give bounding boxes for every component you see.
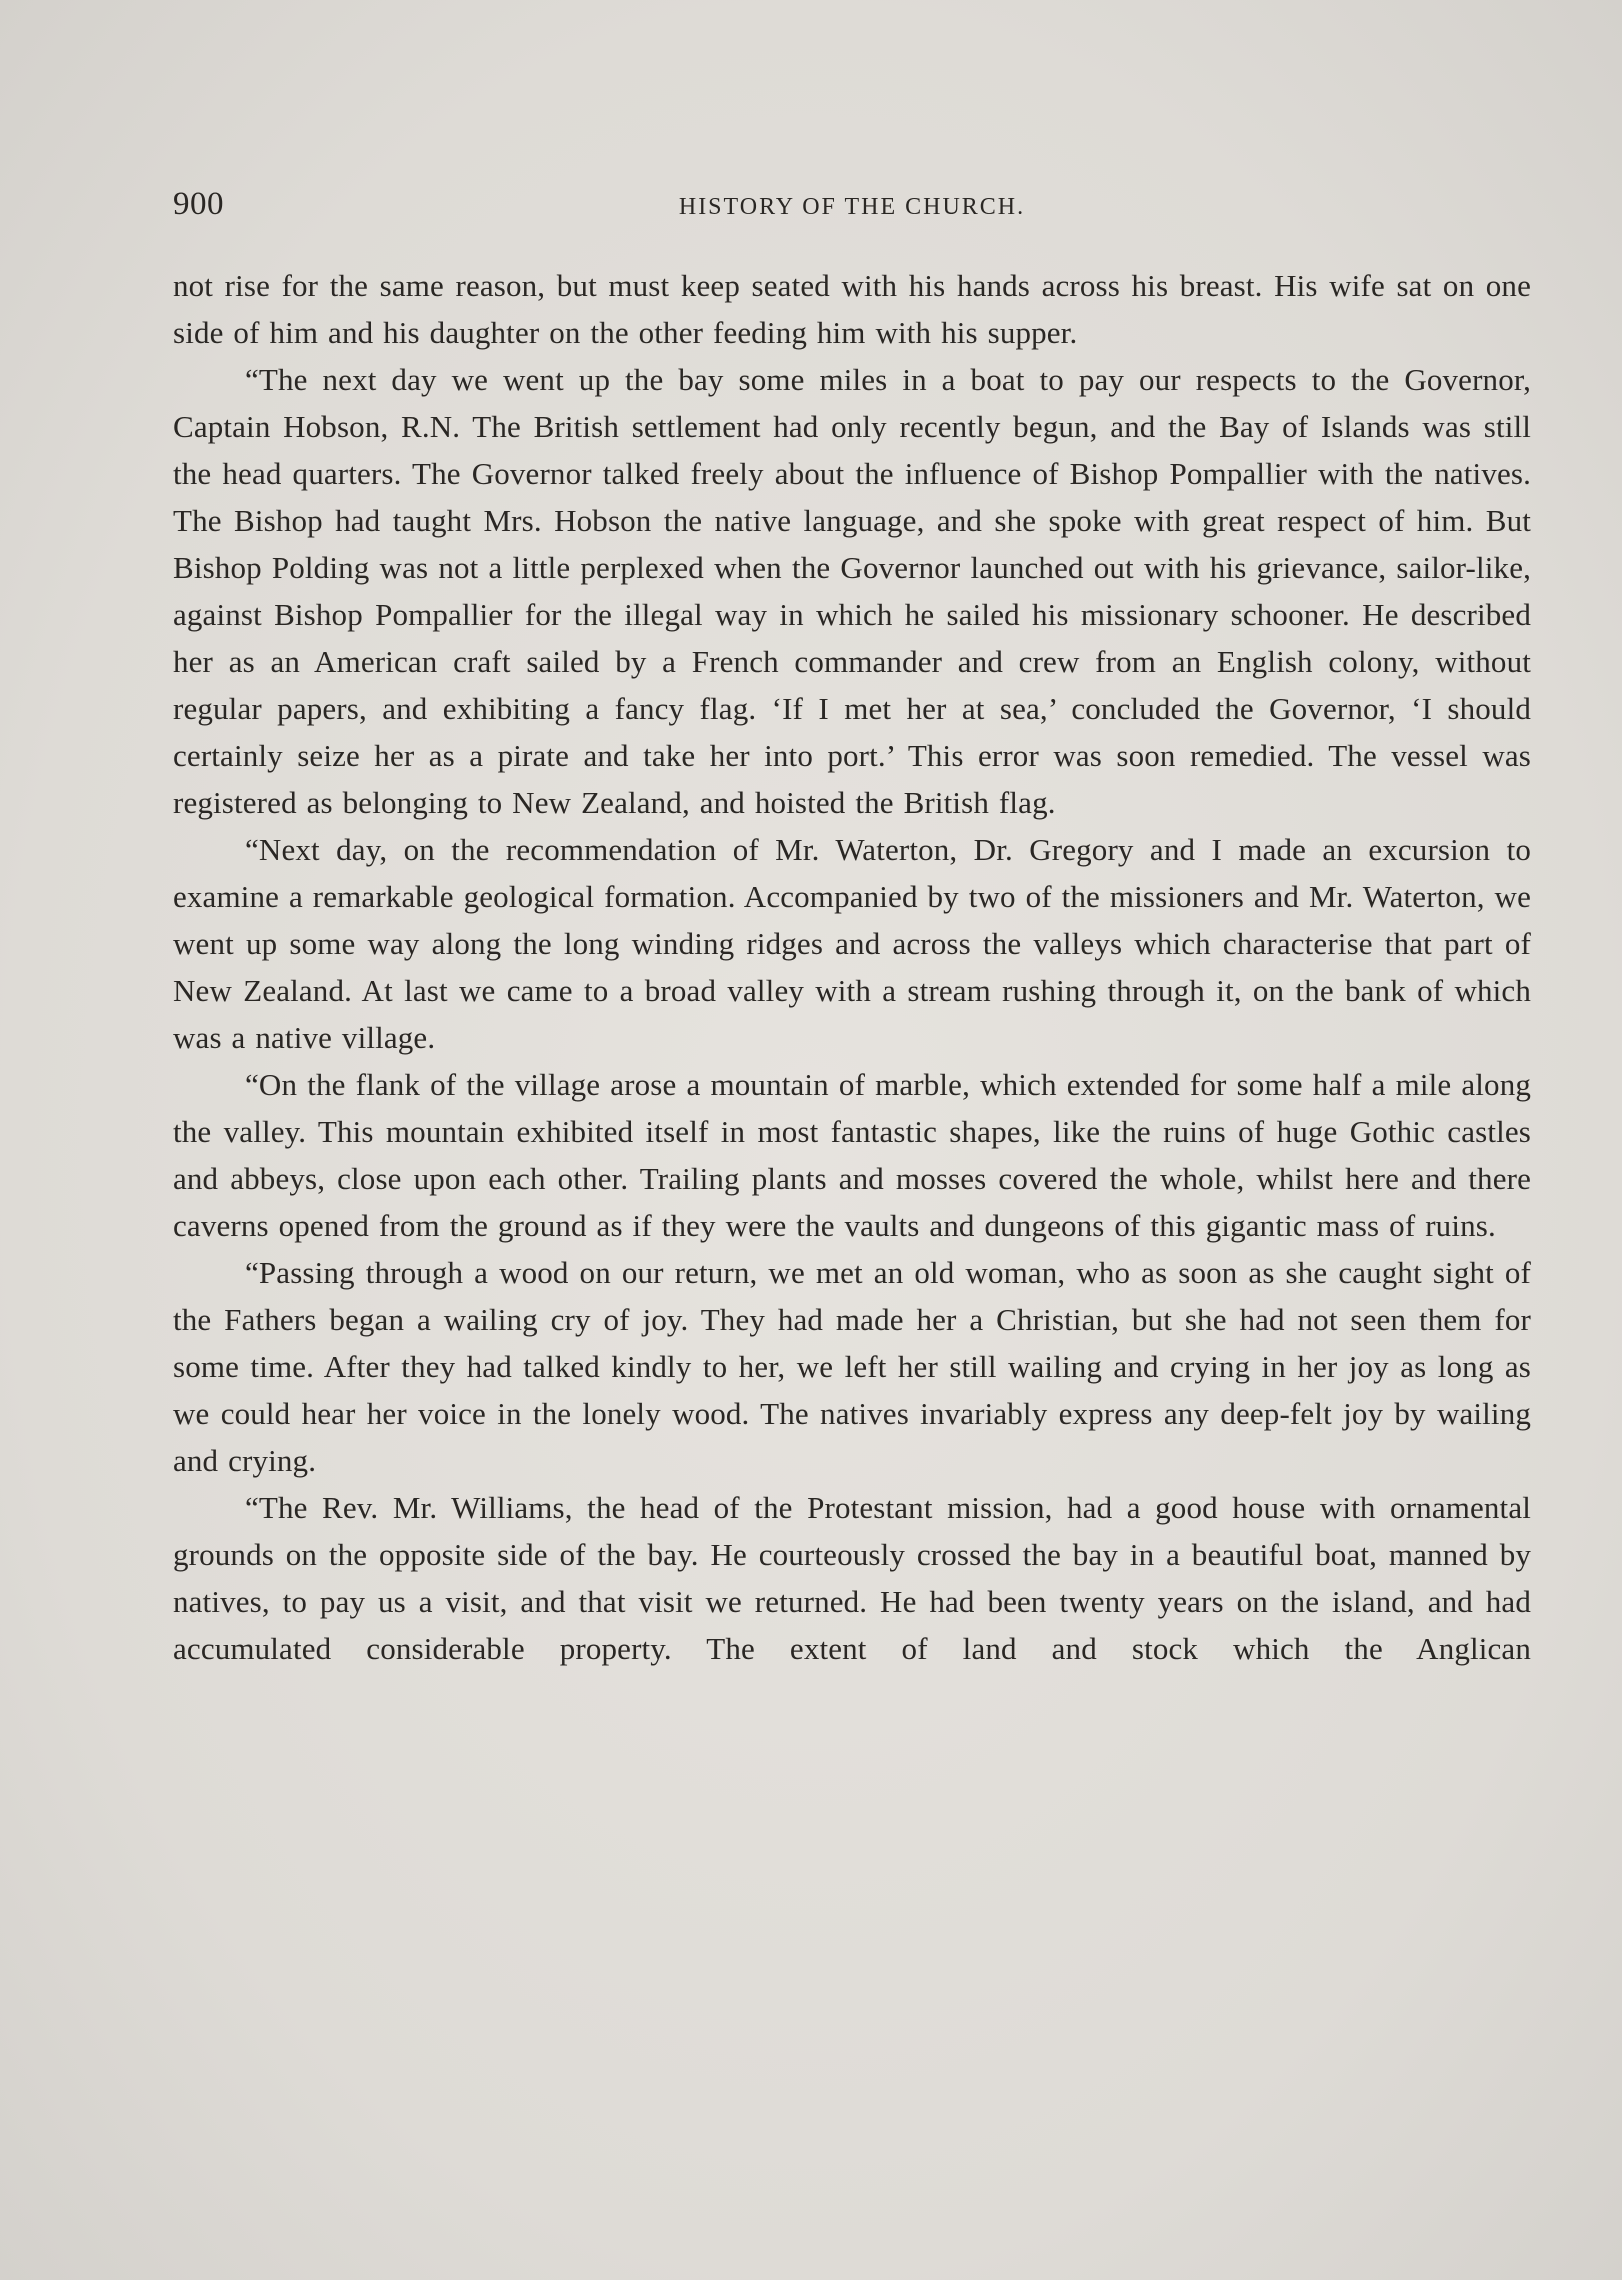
page-header bbox=[173, 180, 1531, 230]
paragraph: “The Rev. Mr. Williams, the head of the Protestant mission, had a good house with ornamental grounds on the opposite side of the bay. He courteously crossed the bay in a beautiful boat, manned by natives, to pay us a visit, and that visit we returned. He had been twenty years on the island, and had accumulated considerable property. The extent of land and stock which the Anglican bbox=[173, 1490, 1531, 1666]
page-number: 900 bbox=[173, 186, 224, 222]
paragraph: “Passing through a wood on our return, we met an old woman, who as soon as she caught sight of the Fathers began a wailing cry of joy. They had made her a Christian, but she had not seen them for some time. After they had talked kindly to her, we left her still wailing and crying in her joy as long as we could hear her voice in the lonely wood. The natives invariably express any deep-felt joy by wailing and crying. bbox=[173, 1255, 1531, 1478]
paragraph: “On the flank of the village arose a mountain of marble, which extended for some half a mile along the valley. This mountain exhibited itself in most fantastic shapes, like the ruins of huge Gothic castles and abbeys, close upon each other. Trailing plants and mosses covered the whole, whilst here and there caverns opened from the ground as if they were the vaults and dungeons of this gigantic mass of ruins. bbox=[173, 1067, 1531, 1243]
paragraph: not rise for the same reason, but must keep seated with his hands across his breast. His wife sat on one side of him and his daughter on the other feeding him with his supper. bbox=[173, 268, 1531, 350]
paragraph: “The next day we went up the bay some miles in a boat to pay our respects to the Governor, Captain Hobson, R.N. The British settlement had only recently begun, and the Bay of Islands was still the head quarters. The Governor talked freely about the influence of Bishop Pompallier with the natives. The Bishop had taught Mrs. Hobson the native language, and she spoke with great respect of him. But Bishop Polding was not a little perplexed when the Governor launched out with his grievance, sailor-like, against Bishop Pompallier for the illegal way in which he sailed his missionary schooner. He described her as an American craft sailed by a French commander and crew from an English colony, without regular papers, and exhibiting a fancy flag. ‘If I met her at sea,’ concluded the Governor, ‘I should certainly seize her as a pirate and take her into port.’ This error was soon remedied. The vessel was registered as belonging to New Zealand, and hoisted the British flag. bbox=[173, 362, 1531, 820]
running-head: HISTORY OF THE CHURCH. bbox=[678, 194, 1026, 220]
paragraph: “Next day, on the recommendation of Mr. Waterton, Dr. Gregory and I made an excursion to examine a remarkable geological formation. Accompanied by two of the missioners and Mr. Waterton, we went up some way along the long winding ridges and across the valleys which characterise that part of New Zealand. At last we came to a broad valley with a stream rushing through it, on the bank of which was a native village. bbox=[173, 832, 1531, 1055]
body-text bbox=[173, 262, 1531, 1672]
